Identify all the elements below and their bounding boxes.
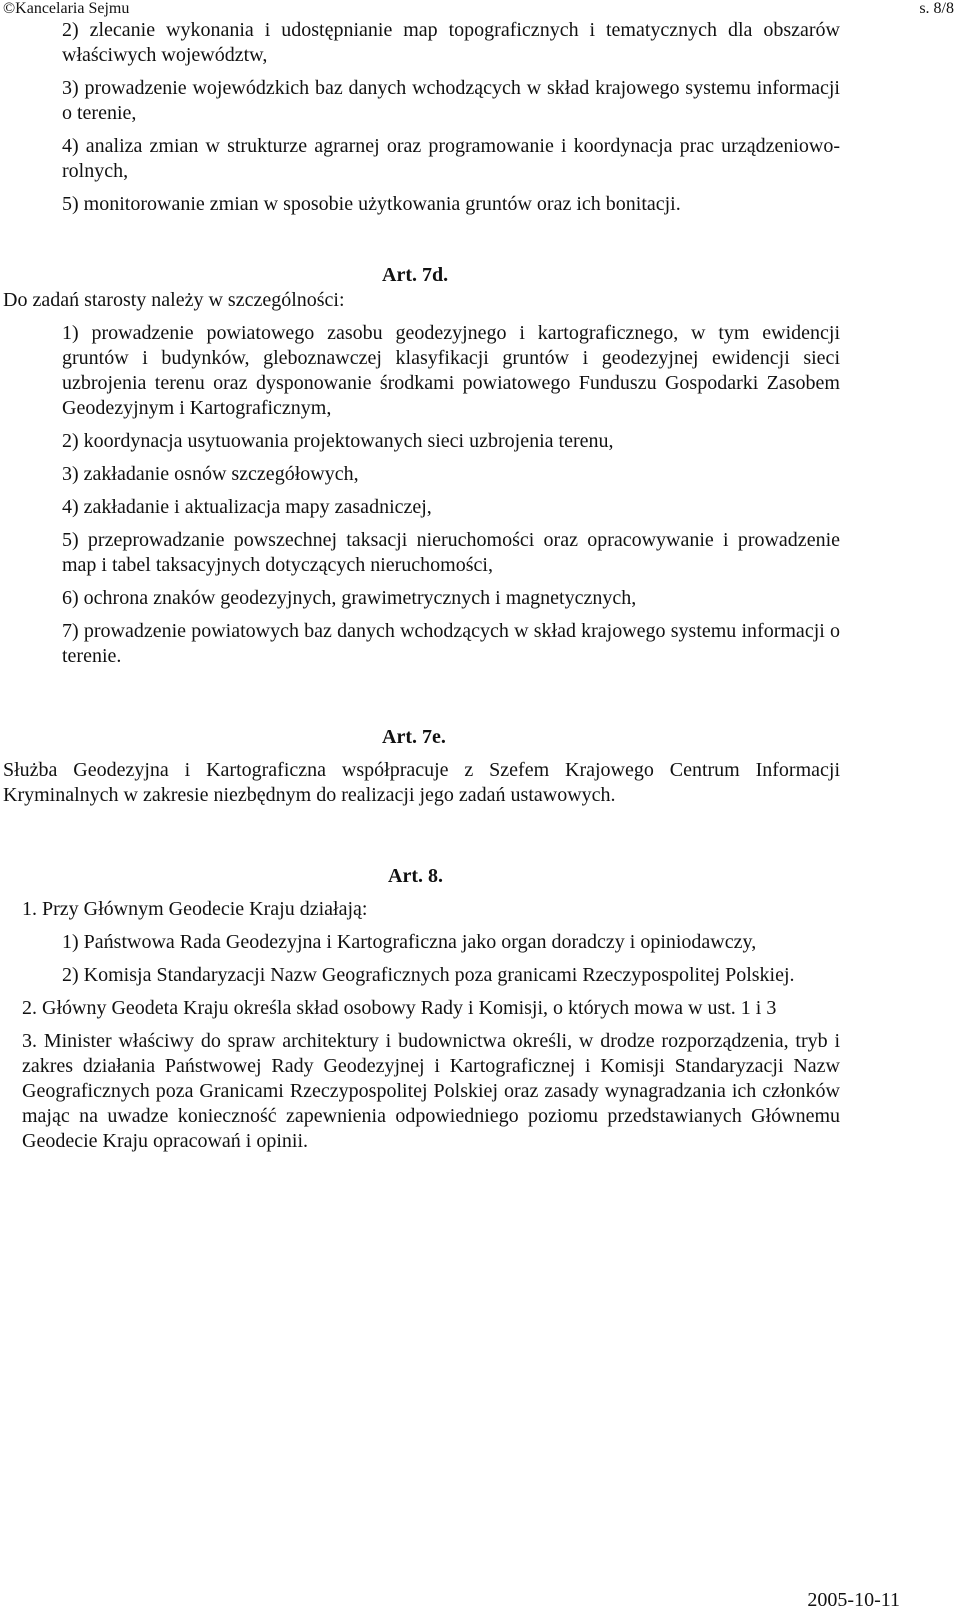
- article-heading-7d: Art. 7d.: [382, 264, 449, 286]
- item-number: 3): [62, 77, 79, 99]
- item-number: 7): [62, 620, 79, 642]
- art8-paragraph-2: [22, 996, 840, 1021]
- footer-date: 2005-10-11: [807, 1589, 900, 1611]
- item-text: zlecanie wykonania i udostępnianie map topograficznych i tematycznych dla obszarów właściwych województw,: [62, 19, 840, 66]
- list-item: [62, 963, 840, 988]
- item-number: 3): [62, 463, 79, 485]
- item-number: 2): [62, 964, 79, 986]
- list-item: [62, 619, 840, 669]
- list-item: [62, 76, 840, 126]
- art8-paragraph-1: [22, 897, 960, 922]
- item-text: zakładanie i aktualizacja mapy zasadniczej,: [83, 496, 432, 518]
- item-text: prowadzenie powiatowego zasobu geodezyjnego i kartograficznego, w tym ewidencji gruntów i budynków, gleboznawczej klasyfikacji gruntów i geodezyjnej ewidencji sieci uzbrojenia terenu oraz dysponowanie środkami powiatowego Funduszu Gospodarki Zasobem Geodezyjnym i Kartograficznym,: [62, 322, 841, 419]
- item-text: zakładanie osnów szczegółowych,: [83, 463, 359, 485]
- header-page-number: s. 8/8: [919, 0, 954, 17]
- list-item: [62, 930, 840, 955]
- item-text: Państwowa Rada Geodezyjna i Kartograficzna jako organ doradczy i opiniodawczy,: [83, 931, 757, 953]
- paragraph-text: Główny Geodeta Kraju określa skład osobowy Rady i Komisji, o których mowa w ust. 1 i 3: [42, 997, 777, 1019]
- item-text: monitorowanie zmian w sposobie użytkowania gruntów oraz ich bonitacji.: [83, 193, 681, 215]
- list-item: [62, 321, 840, 421]
- list-item: [62, 528, 840, 578]
- item-number: 1): [62, 322, 79, 344]
- section1-list: [0, 18, 960, 217]
- item-text: ochrona znaków geodezyjnych, grawimetrycznych i magnetycznych,: [83, 587, 637, 609]
- item-number: 2): [62, 430, 79, 452]
- item-number: 5): [62, 193, 79, 215]
- list-item: [62, 429, 840, 454]
- article-intro: Do zadań starosty należy w szczególności:: [3, 289, 345, 311]
- paragraph-number: 3.: [22, 1030, 37, 1052]
- item-number: 1): [62, 931, 79, 953]
- item-text: analiza zmian w strukturze agrarnej oraz programowanie i koordynacja prac urządzeniowo-rolnych,: [62, 135, 840, 182]
- art8-paragraph-3: [22, 1029, 840, 1154]
- header-copyright: ©Kancelaria Sejmu: [3, 0, 130, 17]
- list-item: [62, 495, 840, 520]
- list-item: [62, 586, 840, 611]
- item-text: Komisja Standaryzacji Nazw Geograficznych poza granicami Rzeczypospolitej Polskiej.: [83, 964, 795, 986]
- document-body: [0, 18, 960, 1162]
- art7d-list: [0, 321, 960, 669]
- item-number: 4): [62, 496, 79, 518]
- list-item: [62, 462, 840, 487]
- item-text: prowadzenie powiatowych baz danych wchodzących w skład krajowego systemu informacji o terenie.: [62, 620, 840, 667]
- item-number: 4): [62, 135, 79, 157]
- article-7e-text: Służba Geodezyjna i Kartograficzna współpracuje z Szefem Krajowego Centrum Informacji Kryminalnych w zakresie niezbędnym do realizacji jego zadań ustawowych.: [3, 759, 840, 806]
- item-text: prowadzenie wojewódzkich baz danych wchodzących w skład krajowego systemu informacji o terenie,: [62, 77, 840, 124]
- item-number: 2): [62, 19, 79, 41]
- list-item: [62, 134, 840, 184]
- item-text: przeprowadzanie powszechnej taksacji nieruchomości oraz opracowywanie i prowadzenie map i tabel taksacyjnych dotyczących nieruchomości,: [62, 529, 840, 576]
- paragraph-text: Minister właściwy do spraw architektury i budownictwa określi, w drodze rozporządzenia, tryb i zakres działania Państwowej Rady Geodezyjnej i Kartograficznej i Komisji Standaryzacji Nazw Geograficznych poza Granicami Rzeczypospolitej Polskiej oraz zasady wynagradzania ich członków mając na uwadze konieczność zapewnienia odpowiedniego poziomu przedstawianych Głównemu Geodecie Kraju opracowań i opinii.: [22, 1030, 841, 1152]
- paragraph-number: 2.: [22, 997, 37, 1019]
- list-item: [62, 18, 840, 68]
- paragraph-number: 1.: [22, 898, 37, 920]
- item-text: koordynacja usytuowania projektowanych sieci uzbrojenia terenu,: [83, 430, 614, 452]
- list-item: [62, 192, 840, 217]
- article-heading-8: Art. 8.: [388, 865, 443, 887]
- article-heading-7e: Art. 7e.: [382, 726, 446, 748]
- item-number: 5): [62, 529, 79, 551]
- item-number: 6): [62, 587, 79, 609]
- paragraph-text: Przy Głównym Geodecie Kraju działają:: [42, 898, 368, 920]
- art8-p1-list: [0, 930, 960, 988]
